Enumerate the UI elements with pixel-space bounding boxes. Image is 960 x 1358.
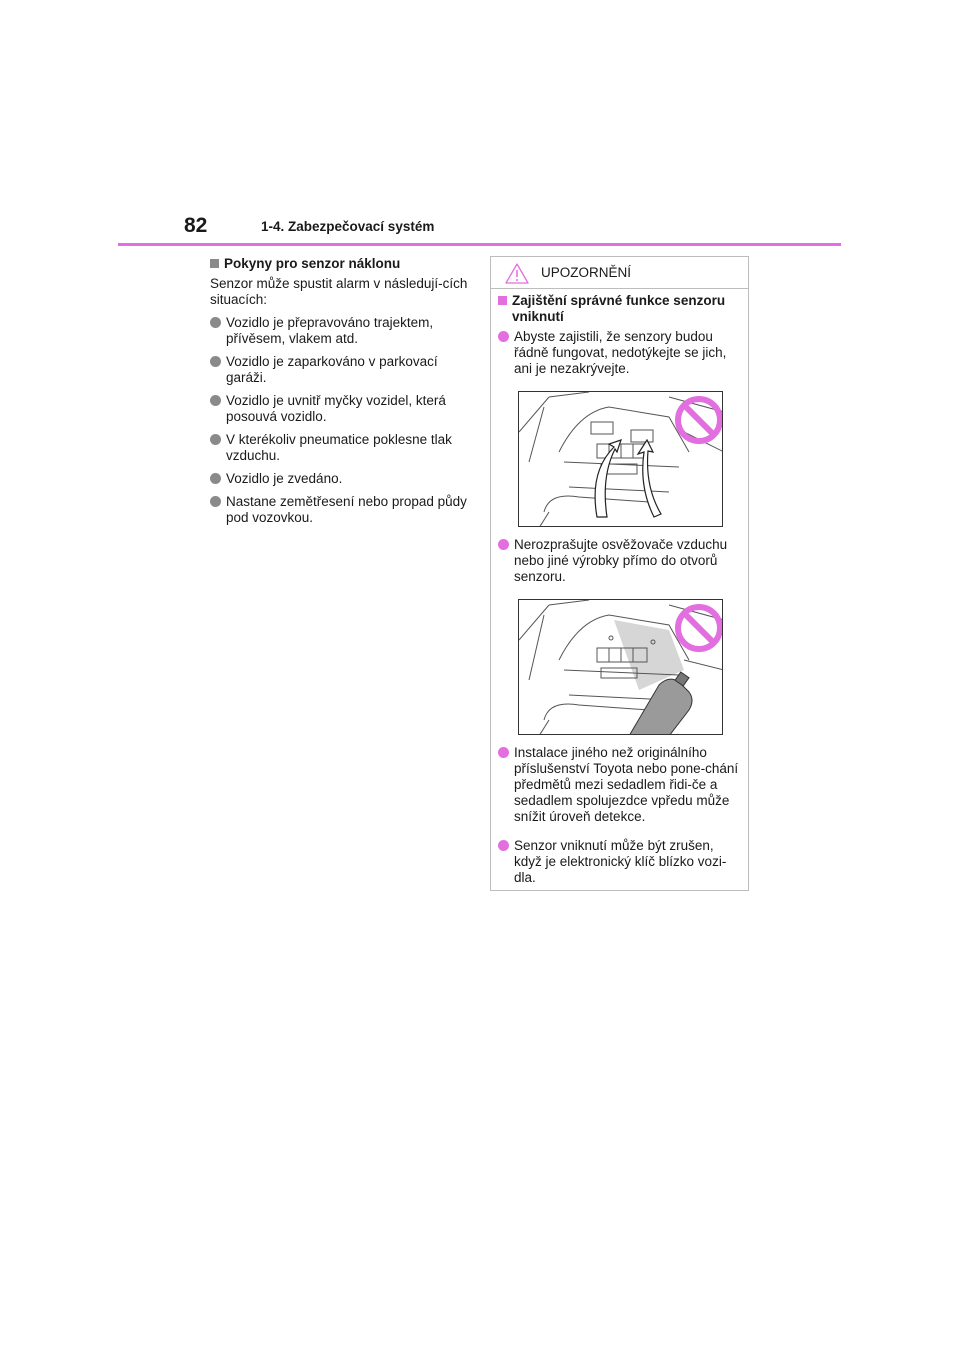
bullet-dot-icon [498,747,509,758]
bullet-dot-icon [498,840,509,851]
bullet-dot-icon [210,473,221,484]
warning-header [491,257,748,289]
bullet-dot-icon [498,539,509,550]
warning-bullet-list-2 [498,537,742,585]
page-number: 82 [184,214,208,237]
intro-text: Senzor může spustit alarm v následují-cích situacích: [210,276,468,307]
spray-illustration [518,599,723,735]
sensor-touch-illustration [518,391,723,527]
heading-square-icon [498,296,507,305]
list-item-text: Nerozprašujte osvěžovače vzduchu nebo jiné výrobky přímo do otvorů senzoru. [514,537,728,584]
list-item [498,537,742,585]
list-item [498,838,742,886]
warning-bullet-list-1 [498,329,742,377]
header-rule [118,243,841,246]
warning-heading-text: Zajištění správné funkce senzoru vniknutí [512,293,726,324]
list-item-text: Vozidlo je přepravováno trajektem, přívěsem, vlakem atd. [226,315,434,346]
list-item [210,494,472,526]
tilt-sensor-heading [210,256,472,272]
left-column [210,256,472,533]
bullet-dot-icon [210,434,221,445]
bullet-dot-icon [210,356,221,367]
list-item [210,432,472,464]
warning-heading [498,293,742,325]
heading-square-icon [210,259,219,268]
tilt-sensor-heading-text: Pokyny pro senzor náklonu [224,256,401,271]
sensor-touch-drawing [519,392,723,527]
list-item-text: Abyste zajistili, že senzory budou řádně fungovat, nedotýkejte se jich, ani je nezakrývejte. [514,329,727,376]
list-item [210,471,472,487]
bullet-dot-icon [210,395,221,406]
warning-triangle-icon [505,263,529,284]
list-item-text: V kterékoliv pneumatice poklesne tlak vzduchu. [226,432,452,463]
spray-drawing [519,600,723,735]
bullet-dot-icon [210,496,221,507]
list-item [210,393,472,425]
bullet-dot-icon [498,331,509,342]
list-item-text: Vozidlo je zvedáno. [226,471,343,486]
section-title: 1-4. Zabezpečovací systém [261,219,435,234]
list-item-text: Vozidlo je zaparkováno v parkovací garáži. [226,354,438,385]
warning-title: UPOZORNĚNÍ [541,265,632,280]
list-item [210,315,472,347]
list-item [498,329,742,377]
list-item-text: Nastane zemětřesení nebo propad půdy pod vozovkou. [226,494,467,525]
list-item-text: Senzor vniknutí může být zrušen, když je elektronický klíč blízko vozi-dla. [514,838,727,885]
list-item-text: Instalace jiného než originálního příslušenství Toyota nebo pone-chání předmětů mezi sedadlem řidi-če a sedadlem spolujezdce vpředu může snížit úroveň detekce. [514,745,739,824]
warning-body [491,289,748,886]
list-item [498,745,742,825]
warning-bullet-list-3 [498,745,742,886]
bullet-dot-icon [210,317,221,328]
tilt-sensor-bullet-list [210,315,472,526]
list-item [210,354,472,386]
list-item-text: Vozidlo je uvnitř myčky vozidel, která posouvá vozidlo. [226,393,446,424]
warning-box [490,256,749,891]
